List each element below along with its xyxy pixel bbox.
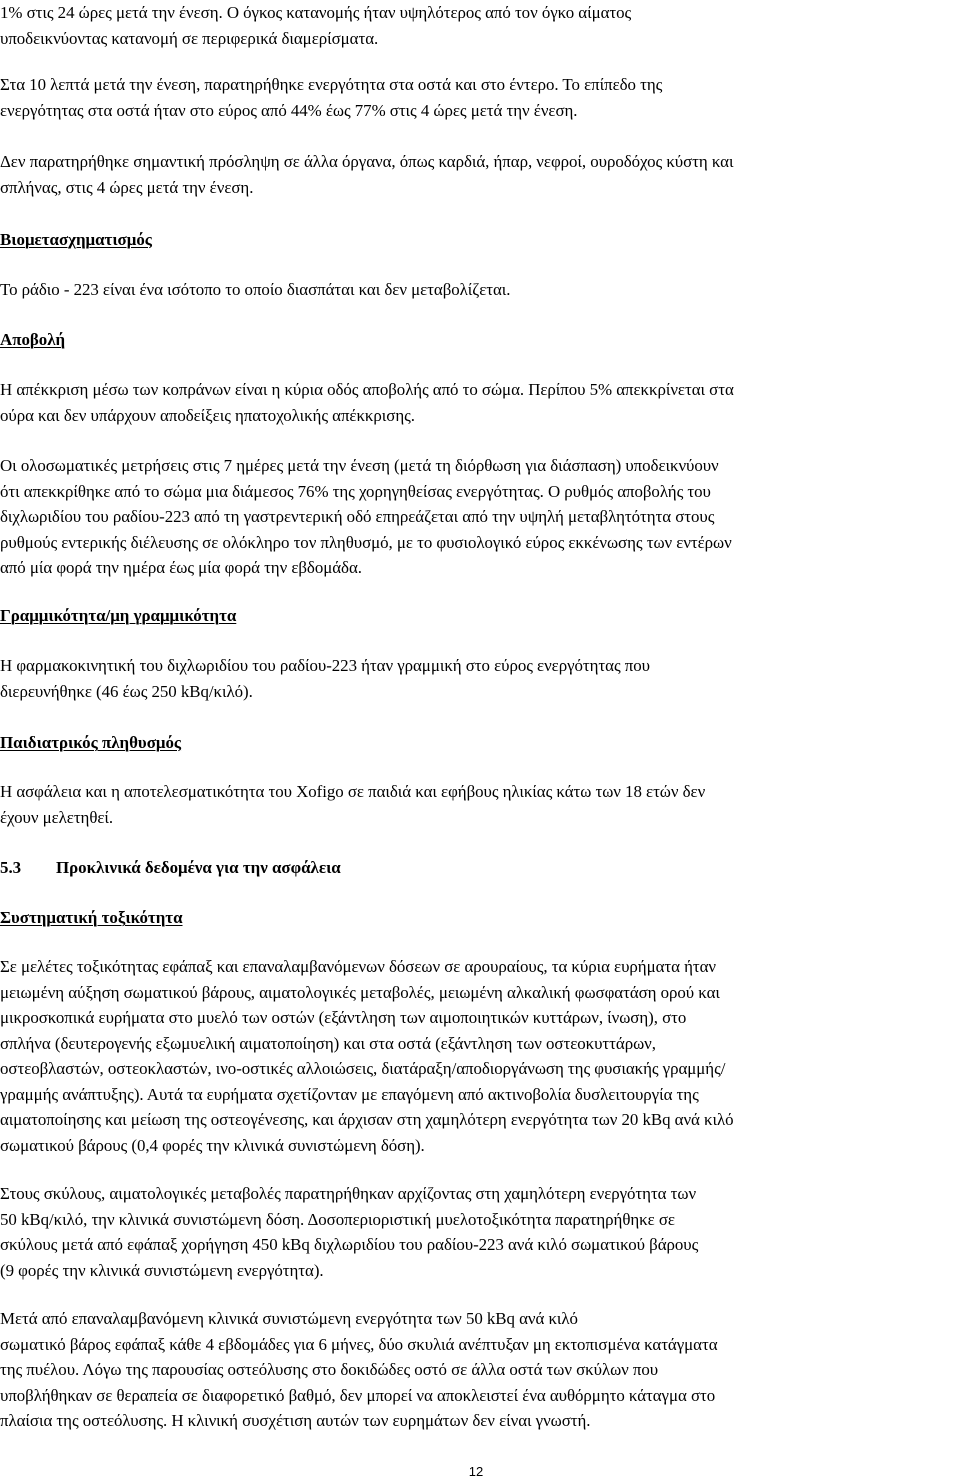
paragraph-radium-isotope: Το ράδιο - 223 είναι ένα ισότοπο το οποίο διασπάται και δεν μεταβολίζεται. xyxy=(0,280,511,299)
paragraph-pharmacokinetics-linear: Η φαρμακοκινητική του διχλωριδίου του ραδίου-223 ήταν γραμμική στο εύρος ενεργότητας που διερευνήθηκε (46 έως 250 kBq/κιλό). xyxy=(0,656,650,701)
paragraph-volume-of-distribution: 1% στις 24 ώρες μετά την ένεση. Ο όγκος κατανομής ήταν υψηλότερος από τον όγκο αίματος υποδεικνύοντας κατανομή σε περιφερικά διαμερίσματα. xyxy=(0,3,632,48)
heading-biotransformation: Βιομετασχηματισμός xyxy=(0,230,152,249)
section-number: 5.3 xyxy=(0,858,22,877)
paragraph-rat-toxicity-studies: Σε μελέτες τοξικότητας εφάπαξ και επαναλαμβανόμενων δόσεων σε αρουραίους, τα κύρια ευρήματα ήταν μειωμένη αύξηση σωματικού βάρους, αιματολογικές μεταβολές, μειωμένη αλκαλική φωσφατάση ορού και μικροσκοπικά ευρήματα στο μυελό των οστών (εξάντληση των αιμοποιητικών κυττάρων, ίνωση), στο σπλήνα (δευτερογενής εξωμυελική αιματοποίηση) και στα οστά (εξάντληση των οστεοκυττάρων, οστεοβλαστών, οστεοκλαστών, ινο-οστικές αλλοιώσεις, διατάραξη/αποδιοργάνωση της φυσιακής γραμμής/ γραμμής ανάπτυξης). Αυτά τα ευρήματα σχετίζονταν με επαγόμενη από ακτινοβολία δυσλειτουργία της αιματοποίησης και μείωση της οστεογένεσης, και άρχισαν στη χαμηλότερη ενεργότητα των 20 kBq ανά κιλό σωματικού βάρους (0,4 φορές την κλινικά συνιστώμενη δόση). xyxy=(0,957,734,1155)
paragraph-fecal-excretion: Η απέκκριση μέσω των κοπράνων είναι η κύρια οδός αποβολής από το σώμα. Περίπου 5% απεκκρίνεται στα ούρα και δεν υπάρχουν αποδείξεις ηπατοχολικής απέκκρισης. xyxy=(0,380,734,425)
paragraph-dog-hematologic-changes: Στους σκύλους, αιματολογικές μεταβολές παρατηρήθηκαν αρχίζοντας στη χαμηλότερη ενεργότητα των 50 kBq/κιλό, την κλινικά συνιστώμενη δόση. Δοσοπεριοριστική μυελοτοξικότητα παρατηρήθηκε σε σκύλους μετά από εφάπαξ χορήγηση 450 kBq διχλωριδίου του ραδίου-223 ανά κιλό σωματικού βάρους (9 φορές την κλινικά συνιστώμενη ενεργότητα). xyxy=(0,1184,699,1280)
paragraph-bone-intestine-activity: Στα 10 λεπτά μετά την ένεση, παρατηρήθηκε ενεργότητα στα οστά και στο έντερο. Το επίπεδο της ενεργότητας στα οστά ήταν στο εύρος από 44% έως 77% στις 4 ώρες μετά την ένεση. xyxy=(0,75,663,120)
page-number: 12 xyxy=(468,1464,484,1479)
paragraph-dog-pelvic-fractures: Μετά από επαναλαμβανόμενη κλινικά συνιστώμενη ενεργότητα των 50 kBq ανά κιλό σωματικό βάρος εφάπαξ κάθε 4 εβδομάδες για 6 μήνες, δύο σκυλιά ανέπτυξαν μη εκτοπισμένα κατάγματα της πυέλου. Λόγω της παρουσίας οστεόλυσης στο δοκιδώδες οστό σε άλλα οστά των σκύλων που υποβλήθηκαν σε θεραπεία σε διαφορετικό βαθμό, δεν μπορεί να αποκλειστεί ένα αυθόρμητο κάταγμα στο πλαίσια της οστεόλυσης. Η κλινική συσχέτιση αυτών των ευρημάτων δεν είναι γνωστή. xyxy=(0,1309,718,1430)
paragraph-whole-body-measurements: Οι ολοσωματικές μετρήσεις στις 7 ημέρες μετά την ένεση (μετά τη διόρθωση για διάσπαση) υποδεικνύουν ότι απεκκρίθηκε από το σώμα μια διάμεσος 76% της χορηγηθείσας ενεργότητας. Ο ρυθμός αποβολής του διχλωριδίου του ραδίου-223 από τη γαστρεντερική οδό επηρεάζεται από την υψηλή μεταβλητότητα στους ρυθμούς εντερικής διέλευσης σε ολόκληρο τον πληθυσμό, με το φυσιολογικό εύρος εκκένωσης των εντέρων από μία φορά την ημέρα έως μία φορά την εβδομάδα. xyxy=(0,456,732,577)
heading-linearity: Γραμμικότητα/μη γραμμικότητα xyxy=(0,606,237,625)
section-title-preclinical-safety xyxy=(0,855,341,881)
paragraph-pediatric-safety: Η ασφάλεια και η αποτελεσματικότητα του Xofigo σε παιδιά και εφήβους ηλικίας κάτω των 18 ετών δεν έχουν μελετηθεί. xyxy=(0,782,706,827)
heading-pediatric-population: Παιδιατρικός πληθυσμός xyxy=(0,733,182,752)
heading-systemic-toxicity: Συστηματική τοξικότητα xyxy=(0,908,183,927)
heading-elimination: Αποβολή xyxy=(0,330,66,349)
section-title-text: Προκλινικά δεδομένα για την ασφάλεια xyxy=(56,858,341,877)
paragraph-other-organs-uptake: Δεν παρατηρήθηκε σημαντική πρόσληψη σε άλλα όργανα, όπως καρδιά, ήπαρ, νεφροί, ουροδόχος κύστη και σπλήνας, στις 4 ώρες μετά την ένεση. xyxy=(0,152,734,197)
